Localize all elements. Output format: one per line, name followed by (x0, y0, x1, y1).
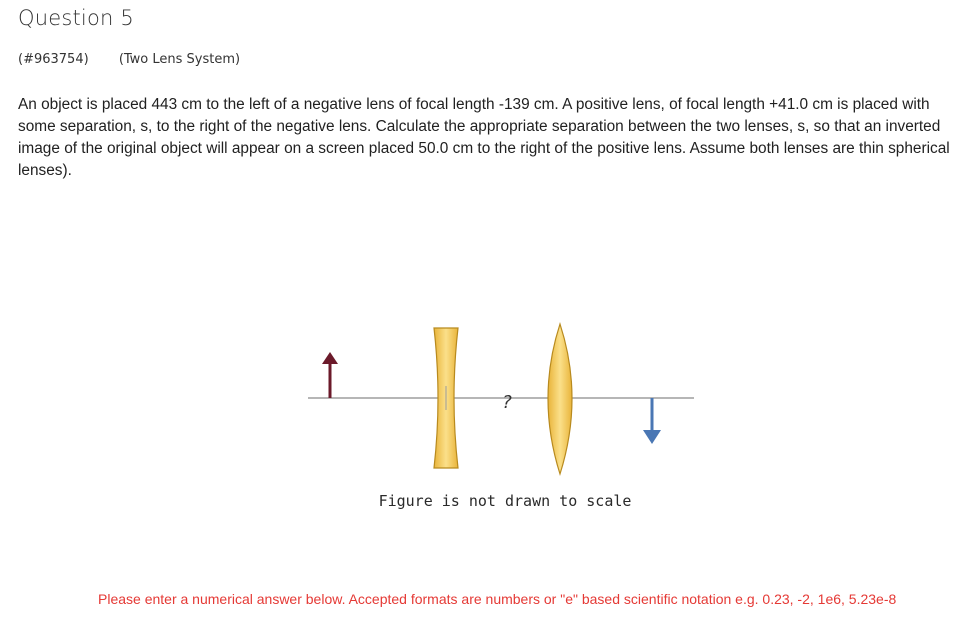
lens-diagram (300, 316, 700, 486)
answer-format-instruction: Please enter a numerical answer below. Accepted formats are numbers or "e" based scientific notation e.g. 0.23, -2, 1e6, 5.23e-8 (98, 591, 897, 607)
question-body: An object is placed 443 cm to the left of a negative lens of focal length -139 cm. A positive lens, of focal length +41.0 cm is placed with some separation, s, to the right of the negative lens. Calculate the appropriate separation between the two lenses, s, so that an inverted image of the original object will appear on a screen placed 50.0 cm to the right of the positive lens. Assume both lenses are thin spherical lenses). (18, 96, 950, 179)
convex-lens-icon (548, 324, 572, 474)
question-id: (#963754) (18, 52, 89, 67)
separation-unknown-label: ? (501, 392, 513, 413)
question-meta (18, 52, 240, 67)
lens-figure (300, 316, 700, 516)
question-topic: (Two Lens System) (118, 52, 241, 67)
image-arrow-down-icon (643, 398, 661, 444)
object-arrow-up-icon (322, 352, 338, 398)
figure-caption: Figure is not drawn to scale (378, 492, 632, 510)
question-title: Question 5 (18, 6, 134, 30)
